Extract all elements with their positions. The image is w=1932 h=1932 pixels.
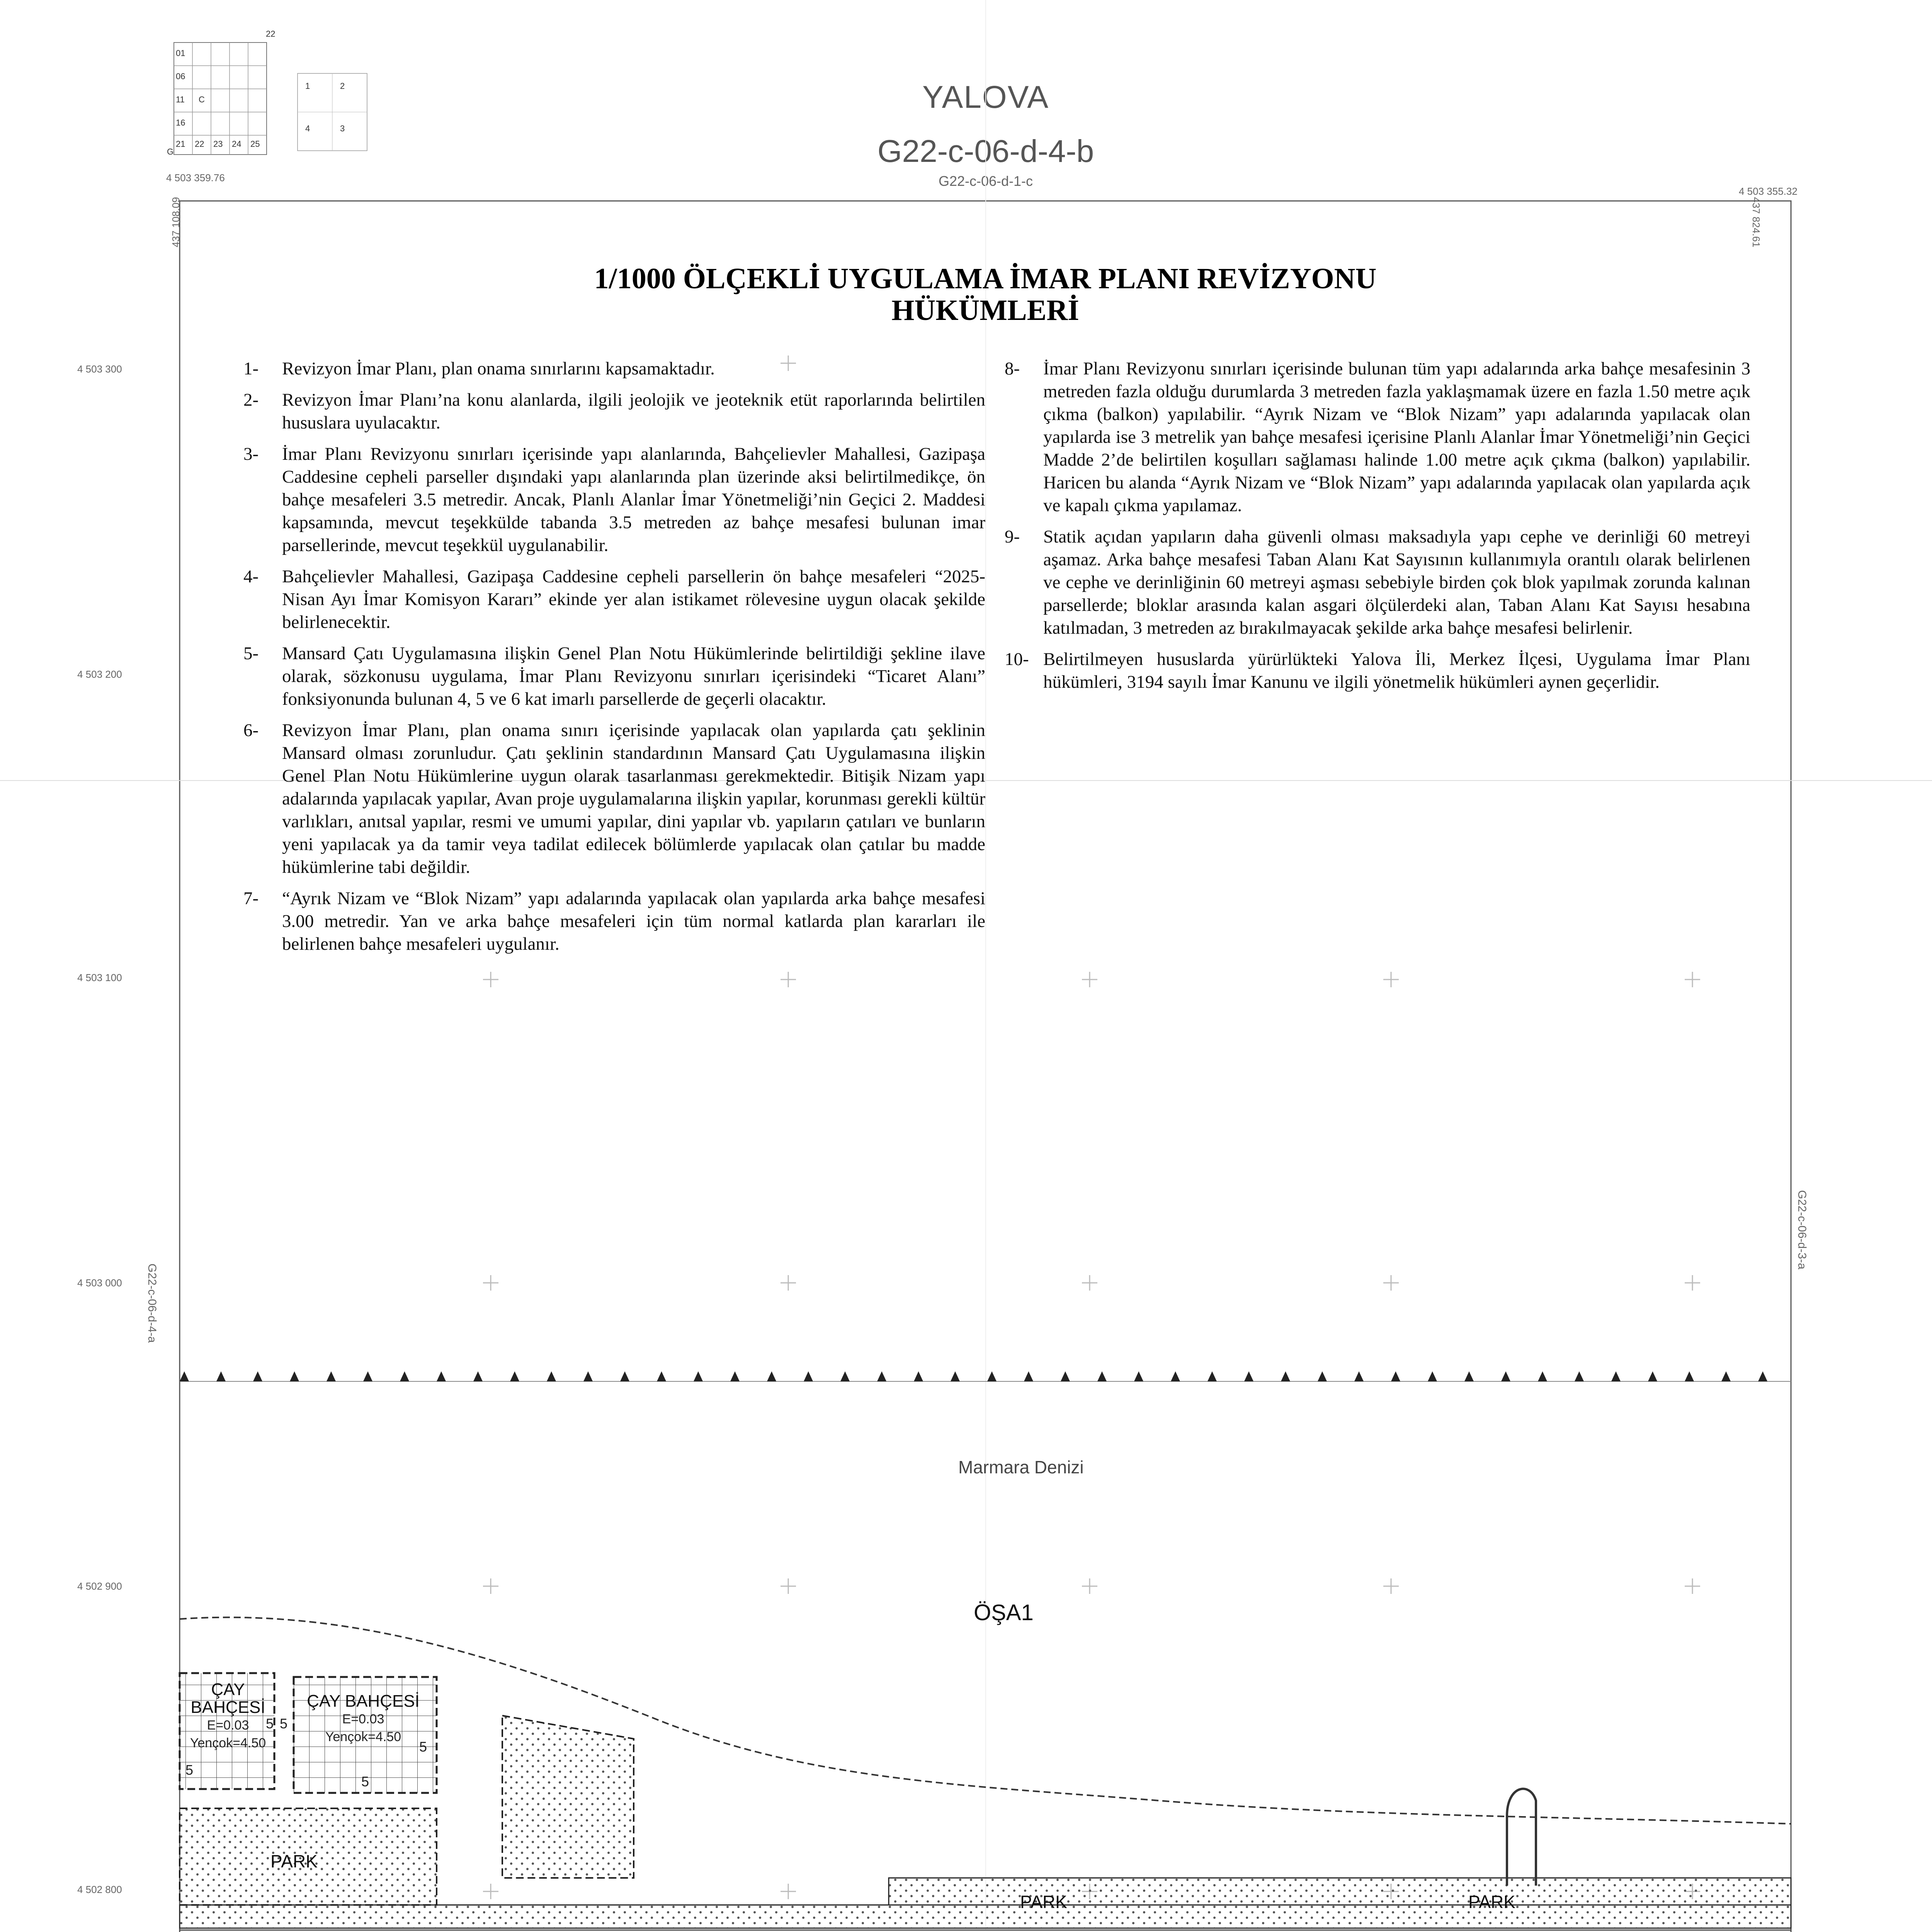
city-name: YALOVA — [922, 80, 1049, 115]
tea-garden-h: Yençok=4.50 — [190, 1736, 266, 1750]
index-sub-label: 1 — [305, 81, 310, 91]
index-row-label: 01 — [176, 48, 185, 58]
northing-label: 4 502 900 — [77, 1580, 122, 1592]
northing-label: 4 502 800 — [77, 1884, 122, 1895]
plan-title-line2: HÜKÜMLERİ — [891, 294, 1079, 327]
setback-label: 5 — [419, 1739, 427, 1755]
index-sub-label: 2 — [340, 81, 345, 91]
rule-item: 9- Statik açıdan yapıların daha güvenli olması maksadıyla yapı cephe ve derinliği 60 metreyi aşamaz. Arka bahçe mesafesi Taban Alanı Kat Sayısının kullanımıyla orantılı olarak belirlenen ve cephe ve derinliğinin 60 metreyi aşması sebebiyle birden çok blok yapılmak zorunda kalınan parsellerde; bloklar arasında kalan asgari ölçülerdeki alan, Taban Alanı Kat Sayısı hesabına katılmadan, 3 metreden az bırakılmayacak şekilde arka bahçe mesafesi belirlenir. — [1005, 527, 1750, 638]
index-bottom-label: 24 — [232, 139, 242, 149]
northing-label: 4 503 200 — [77, 668, 122, 680]
pier — [1507, 1789, 1536, 1886]
tea-garden-name: ÇAY BAHÇESİ — [307, 1692, 420, 1711]
coastline-marks — [180, 1371, 1791, 1381]
northing-label: 4 503 000 — [77, 1277, 122, 1289]
index-row-label: 11 — [176, 95, 185, 104]
index-row-label: 06 — [176, 71, 185, 81]
park-label: PARK — [1468, 1892, 1515, 1912]
index-row-label: 21 — [176, 139, 185, 149]
adjacent-sheet-west: G22-c-06-d-4-a — [146, 1264, 158, 1343]
index-bottom-label: 23 — [213, 139, 223, 149]
rule-item: 1- Revizyon İmar Planı, plan onama sınırlarını kapsamaktadır. — [243, 359, 715, 379]
coord-top-right-northing: 4 503 355.32 — [1739, 185, 1798, 197]
tea-garden-label — [301, 1692, 425, 1746]
coord-top-left-easting: 437 108.09 — [170, 197, 182, 247]
northing-label: 4 503 300 — [77, 363, 122, 375]
tea-garden-name: ÇAY BAHÇESİ — [190, 1680, 265, 1717]
index-letter: C — [199, 95, 205, 104]
tea-garden-h: Yençok=4.50 — [325, 1730, 401, 1744]
park-label: PARK — [1020, 1892, 1067, 1912]
rule-item: 6- Revizyon İmar Planı, plan onama sınırı içerisinde yapılacak olan yapılarda çatı şeklinin Mansard olması zorunludur. Çatı şeklinin standardının Mansard Çatı Uygulamasına ilişkin Genel Plan Notu Hükümlerine uygun olarak tasarlanması gerekmektedir. Bitişik Nizam yapı adalarında yapılacak yapılar, Avan proje uygulamalarına ilişkin yapılar, korunması gerekli kültür varlıkları, anıtsal yapılar, resmi ve umumi yapılar, dini yapılar vb. yapıların çatıları ve bunların yeni yapılacak ya da tamir veya tadilat edilecek bölümlerde yapılacak olan çatılar bu madde hükümlerine tabi değildir. — [243, 720, 985, 877]
rule-item: 2- Revizyon İmar Planı’na konu alanlarda, ilgili jeolojik ve jeoteknik etüt raporlarında belirtilen hususlara uyulacaktır. — [243, 390, 985, 433]
gazipasa-avenue — [180, 1930, 1791, 1932]
tea-garden-e: E=0.03 — [342, 1712, 384, 1726]
rule-item: 3- İmar Planı Revizyonu sınırları içerisinde yapı alanlarında, Bahçelievler Mahallesi, Gazipaşa Caddesine cepheli parseller dışındaki yapı alanlarında plan üzerinde aksi belirtilmedikçe, ön bahçe mesafeleri 3.5 metredir. Ancak, Planlı Alanlar İmar Yönetmeliği’nin Geçici 2. Maddesi kapsamında, mevcut teşekkülde tabanda 3.5 metreden az bahçe mesafesi bulunan imar parsellerinde, mevcut teşekkül uygulanabilir. — [243, 444, 985, 555]
index-row-label: 16 — [176, 118, 185, 128]
sheet-code: G22-c-06-d-4-b — [877, 134, 1094, 169]
tea-garden-e: E=0.03 — [207, 1718, 249, 1733]
coord-top-right-easting: 437 824.61 — [1750, 197, 1762, 248]
coord-top-left-northing: 4 503 359.76 — [166, 172, 225, 184]
rule-item: 10- Belirtilmeyen hususlarda yürürlükteki Yalova İli, Merkez İlçesi, Uygulama İmar Planı hükümleri, 3194 sayılı İmar Kanunu ve ilgili yönetmelik hükümleri aynen geçerlidir. — [1005, 649, 1750, 692]
adjacent-sheet-north: G22-c-06-d-1-c — [938, 173, 1033, 189]
setback-label: 5 — [361, 1774, 369, 1789]
index-sub-label: 4 — [305, 124, 310, 133]
setback-label: 5 — [185, 1762, 194, 1778]
park-area-central — [502, 1716, 634, 1878]
northing-label: 4 503 100 — [77, 972, 122, 983]
coast-zone-label: ÖŞA1 — [974, 1600, 1034, 1625]
park-strip — [180, 1905, 1791, 1928]
setback-label: 5 — [280, 1716, 288, 1731]
adjacent-sheet-east: G22-c-06-d-3-a — [1796, 1190, 1808, 1270]
park-label: PARK — [270, 1851, 318, 1871]
rule-item: 5- Mansard Çatı Uygulamasına ilişkin Genel Plan Notu Hükümlerinde belirtildiği şekline ilave olarak, sözkonusu uygulama, İmar Planı Revizyonu sınırları içerisindeki “Ticaret Alanı” fonksiyonunda bulunan 4, 5 ve 6 kat imarlı parsellerde de geçerli olacaktır. — [243, 643, 985, 709]
index-top-number: 22 — [266, 29, 276, 39]
index-sub-label: 3 — [340, 124, 345, 133]
rule-item: 4- Bahçelievler Mahallesi, Gazipaşa Caddesine cepheli parsellerin ön bahçe mesafeleri “2025-Nisan Ayı İmar Komisyon Kararı” ekinde yer alan istikamet rölevesine uygun olacak şekilde belirlenecektir. — [243, 566, 985, 632]
index-bottom-label: 22 — [195, 139, 204, 149]
tea-garden-label — [184, 1681, 272, 1752]
index-corner: G — [167, 147, 174, 156]
plan-title-line1: 1/1000 ÖLÇEKLİ UYGULAMA İMAR PLANI REVİZYONU — [594, 262, 1377, 295]
rule-item: 7- “Ayrık Nizam ve “Blok Nizam” yapı adalarında yapılacak olan yapılarda arka bahçe mesafesi 3.00 metredir. Yan ve arka bahçe mesafeleri için tüm normal katlarda plan kararları ile belirlenen bahçe mesafeleri uygulanır. — [243, 888, 985, 954]
sea-label: Marmara Denizi — [958, 1457, 1084, 1477]
rule-item: 8- İmar Planı Revizyonu sınırları içerisinde bulunan tüm yapı adalarında arka bahçe mesafesinin 3 metreden fazla olduğu durumlarda 3 metreden fazla yaklaşmamak üzere en fazla 1.50 metre açık çıkma (balkon) yapılabilir. “Ayrık Nizam ve “Blok Nizam” yapı adalarında yapılacak olan yapılarda ise 3 metrelik yan bahçe mesafesi içerisine Planlı Alanlar İmar Yönetmeliği’nin Geçici Madde 2’de belirtilen koşulları sağlaması halinde 1.00 metre açık çıkma (balkon) yapılabilir. Haricen bu alanda “Ayrık Nizam ve “Blok Nizam” yapı adalarında yapılacak olan yapılarda açık ve kapalı çıkma yapılamaz. — [1005, 359, 1750, 515]
index-bottom-label: 25 — [250, 139, 260, 149]
setback-label: 5 — [266, 1716, 274, 1731]
